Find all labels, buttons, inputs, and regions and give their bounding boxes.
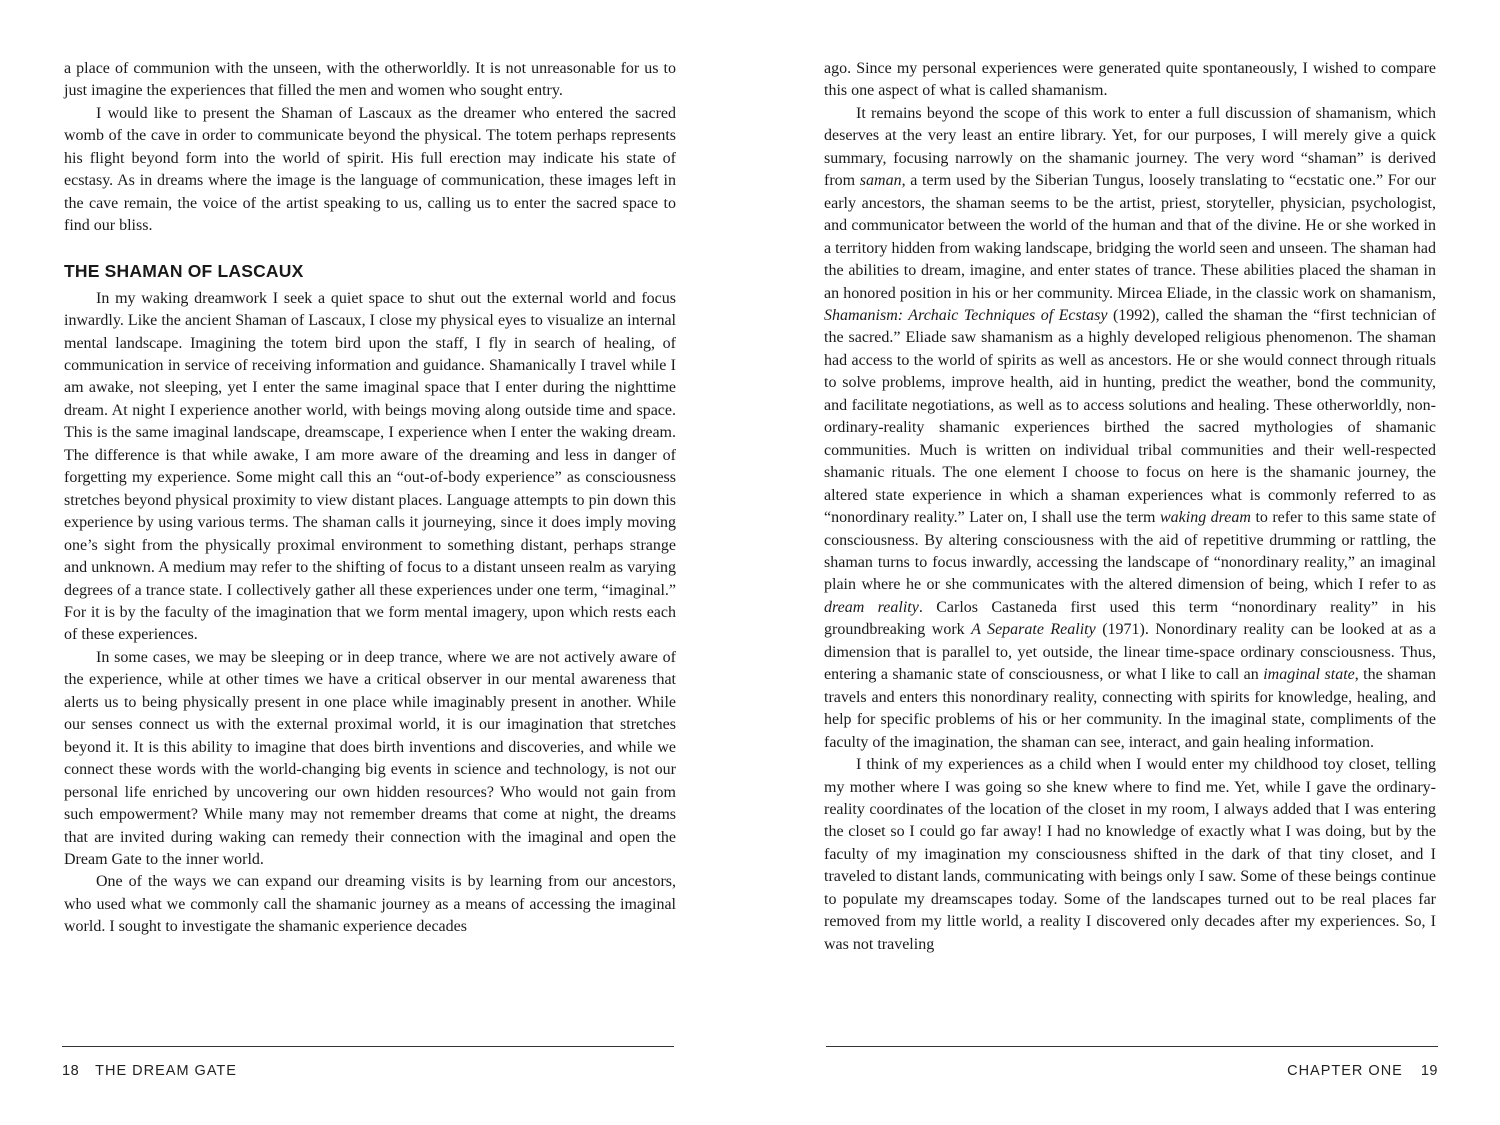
book-title: Shamanism: Archaic Techniques of Ecstasy [824, 306, 1108, 324]
italic-term: dream reality [824, 598, 919, 616]
running-title: THE DREAM GATE [95, 1063, 237, 1079]
text-run: (1971). Nonordinary reality can be looked at as a dimension that is parallel to, yet outside, the linear time-space ordinary consciousness. Thus, entering a shamanic state of consciousness, or what I like to call an [824, 621, 1437, 684]
text-run: to refer to this same state of consciousness. By altering consciousness with the aid of repetitive drumming or rattling, the shaman turns to focus inwardly, accessing the landscape of “nonordinary reality,” an imaginal plain where he or she communicates with the altered dimension of being, which I refer to as [824, 509, 1436, 594]
left-footer [62, 1063, 237, 1079]
footer-rule [62, 1046, 674, 1047]
text-run: , a term used by the Siberian Tungus, loosely translating to “ecstatic one.” For our early ancestors, the shaman seems to be the artist, priest, storyteller, physician, psychologist, and communicator between the world of the human and that of the divine. He or she worked in a territory hidden from waking landscape, bridging the world seen and unseen. The shaman had the abilities to dream, imagine, and enter states of trance. These abilities placed the shaman in an honored position in his or her community. Mircea Eliade, in the classic work on shamanism, [824, 172, 1436, 302]
italic-term: imaginal state [1263, 666, 1355, 684]
page-number: 19 [1420, 1063, 1438, 1079]
footer-rule [826, 1046, 1438, 1047]
right-footer [1287, 1063, 1438, 1079]
paragraph [824, 103, 1436, 754]
paragraph: In my waking dreamwork I seek a quiet space to shut out the external world and focus inwardly. Like the ancient Shaman of Lascaux, I close my physical eyes to visualize an internal mental landscape. Imagining the totem bird upon the staff, I fly in search of healing, of communication in service of receiving information and guidance. Shamanically I travel while I am awake, not sleeping, yet I enter the same imaginal space that I enter during the nighttime dream. At night I experience another world, with beings moving along outside time and space. This is the same imaginal landscape, dreamscape, I experience when I enter the waking dream. The difference is that while awake, I am more aware of the dreaming and less in danger of forgetting my experience. Some might call this an “out-of-body experience” as consciousness stretches beyond physical proximity to view distant places. Language attempts to pin down this experience by using various terms. The shaman calls it journeying, since it does imply moving one’s sight from the physically proximal environment to something distant, perhaps strange and unknown. A medium may refer to the shifting of focus to a distant unseen realm as varying degrees of a trance state. I collectively gather all these experiences under one term, “imaginal.” For it is by the faculty of the imagination that we form mental imagery, upon which rests each of these experiences. [64, 289, 676, 644]
paragraph: ago. Since my personal experiences were generated quite spontaneously, I wished to compare this one aspect of what is called shamanism. [824, 60, 1436, 100]
text-run: , the shaman travels and enters this nonordinary reality, connecting with spirits for knowledge, healing, and help for specific problems of his or her community. In the imaginal state, compliments of the faculty of the imagination, the shaman can see, interact, and gain healing information. [824, 666, 1437, 751]
left-page [64, 58, 676, 939]
paragraph: I think of my experiences as a child when I would enter my childhood toy closet, telling my mother where I was going so she knew where to find me. Yet, while I gave the ordinary-reality coordinates of the location of the closet in my room, I always added that I was entering the closet so I could go far away! I had no knowledge of exactly what I was doing, but by the faculty of my imagination my consciousness shifted in the dark of that tiny closet, and I traveled to distant lands, communicating with beings only I saw. Some of these beings continue to populate my dreamscapes today. Some of the landscapes turned out to be real places far removed from my little world, a reality I discovered only decades after my experiences. So, I was not traveling [824, 756, 1436, 953]
paragraph: I would like to present the Shaman of Lascaux as the dreamer who entered the sacred womb of the cave in order to communicate beyond the physical. The totem perhaps represents his flight beyond form into the world of spirit. His full erection may indicate his state of ecstasy. As in dreams where the image is the language of communication, these images left in the cave remain, the voice of the artist speaking to us, calling us to enter the sacred space to find our bliss. [64, 104, 676, 235]
italic-term: waking dream [1159, 509, 1251, 527]
book-title: A Separate Reality [971, 621, 1096, 639]
page-number: 18 [62, 1063, 80, 1079]
text-run: It remains beyond the scope of this work to enter a full discussion of shamanism, which deserves at the very least an entire library. Yet, for our purposes, I will merely give a quick summary, focusing narrowly on the shamanic journey. The very word “shaman” is derived from [824, 104, 1436, 190]
section-heading: THE SHAMAN OF LASCAUX [64, 260, 304, 281]
running-title: CHAPTER ONE [1287, 1063, 1403, 1079]
paragraph: One of the ways we can expand our dreaming visits is by learning from our ancestors, who used what we commonly call the shamanic journey as a means of accessing the imaginal world. I sought to investigate the shamanic experience decades [64, 873, 676, 936]
italic-term: saman [859, 172, 902, 190]
paragraph: a place of communion with the unseen, with the otherworldly. It is not unreasonable for us to just imagine the experiences that filled the men and women who sought entry. [64, 60, 676, 100]
paragraph: In some cases, we may be sleeping or in deep trance, where we are not actively aware of the experience, while at other times we have a critical observer in our mental awareness that alerts us to being physically present in one place while imaginably present in another. While our senses connect us with the external proximal world, it is our imagination that stretches beyond it. It is this ability to imagine that does birth inventions and discoveries, and while we connect these words with the world-changing big events in science and technology, is not our personal life enriched by uncovering our own hidden resources? Who would not gain from such empowerment? While many may not remember dreams that come at night, the dreams that are invited during waking can remedy their connection with the imaginal and open the Dream Gate to the inner world. [64, 648, 676, 868]
text-run: (1992), called the shaman the “first technician of the sacred.” Eliade saw shamanism as a highly developed religious phenomenon. The shaman had access to the world of spirits as well as ancestors. He or she would connect through rituals to solve problems, improve health, aid in hunting, predict the weather, bond the community, and facilitate negotiations, as well as to access solutions and healing. These otherworldly, non-ordinary-reality shamanic experiences birthed the sacred mythologies of shamanic communities. Much is written on individual tribal communities and their well-respected shamanic rituals. The one element I choose to focus on here is the shamanic journey, the altered state experience in which a shaman experiences what is commonly referred to as “nonordinary reality.” Later on, I shall use the term [824, 306, 1436, 527]
text-run: . Carlos Castaneda first used this term “nonordinary reality” in his groundbreaking work [824, 598, 1437, 639]
right-page [824, 58, 1436, 956]
